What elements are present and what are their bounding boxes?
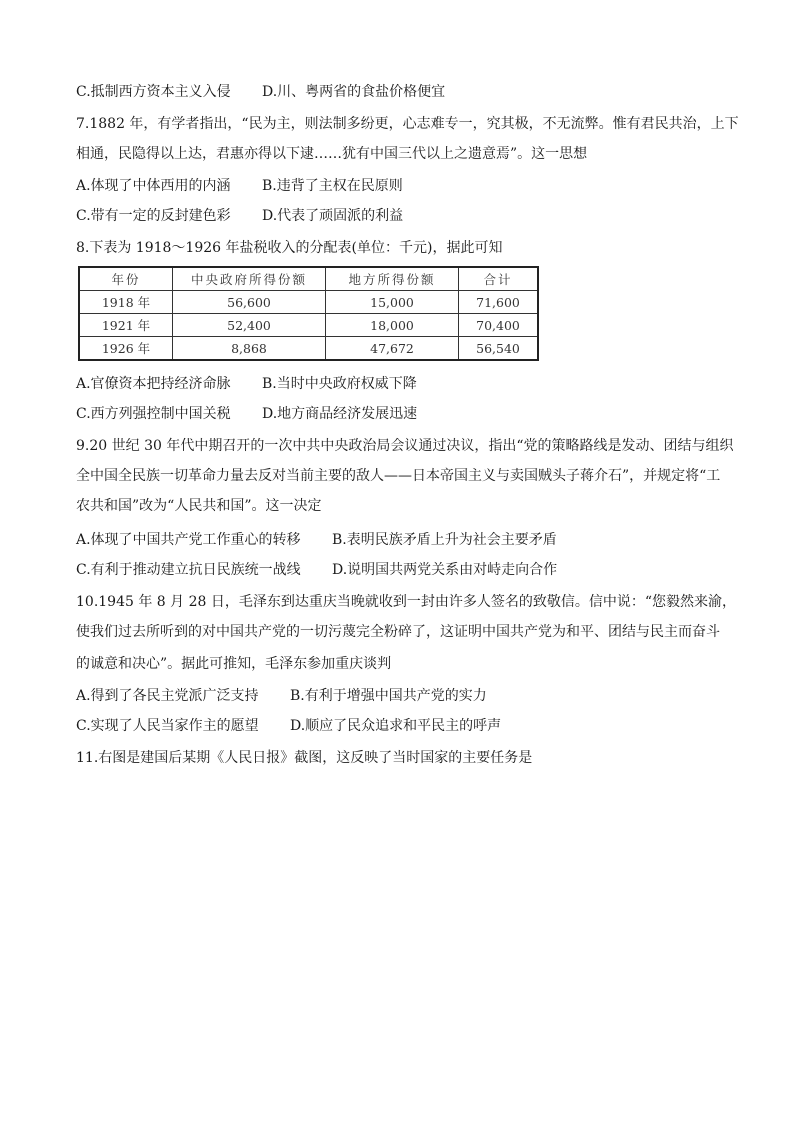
- q9-stem-line-1: 9.20 世纪 30 年代中期召开的一次中共中央政治局会议通过决议，指出“党的策略路线是发动、团结与组织: [76, 438, 734, 454]
- table-header-year: 年份: [79, 267, 173, 291]
- table-row: [79, 314, 538, 337]
- q6-option-c: C.抵制西方资本主义入侵: [76, 84, 231, 100]
- q7-option-d: D.代表了顽固派的利益: [262, 208, 404, 224]
- q8-option-a: A.官僚资本把持经济命脉: [76, 376, 231, 392]
- q10-option-a: A.得到了各民主党派广泛支持: [76, 688, 259, 704]
- table-row: [79, 291, 538, 314]
- q9-option-c: C.有利于推动建立抗日民族统一战线: [76, 562, 301, 578]
- q10-stem-line-1: 10.1945 年 8 月 28 日，毛泽东到达重庆当晚就收到一封由许多人签名的致敬信。信中说：“您毅然来渝，: [76, 594, 737, 610]
- q10-option-b: B.有利于增强中国共产党的实力: [290, 688, 487, 704]
- q7-stem-line-2: 相通，民隐得以上达，君惠亦得以下逮……犹有中国三代以上之遗意焉”。这一思想: [76, 146, 588, 162]
- table-row: [79, 337, 538, 361]
- salt-tax-table: [78, 266, 539, 361]
- table-cell-total: 71,600: [459, 291, 539, 314]
- q10-stem-line-2: 使我们过去所听到的对中国共产党的一切污蔑完全粉碎了，这证明中国共产党为和平、团结与民主而奋斗: [76, 624, 720, 640]
- q7-option-b: B.违背了主权在民原则: [262, 178, 403, 194]
- table-cell-year: 1918 年: [79, 291, 173, 314]
- q6-option-d: D.川、粤两省的食盐价格便宜: [262, 84, 446, 100]
- q8-option-c: C.西方列强控制中国关税: [76, 406, 231, 422]
- q9-stem-line-2: 全中国全民族一切革命力量去反对当前主要的敌人——日本帝国主义与卖国贼头子蒋介石”，并规定将“工: [76, 468, 721, 484]
- table-cell-total: 70,400: [459, 314, 539, 337]
- q7-stem-line-1: 7.1882 年，有学者指出，“民为主，则法制多纷更，心志难专一，究其极，不无流弊。惟有君民共治，上下: [76, 116, 739, 132]
- q10-option-d: D.顺应了民众追求和平民主的呼声: [290, 718, 502, 734]
- q10-option-c: C.实现了人民当家作主的愿望: [76, 718, 259, 734]
- q9-option-a: A.体现了中国共产党工作重心的转移: [76, 532, 301, 548]
- table-cell-year: 1921 年: [79, 314, 173, 337]
- table-cell-year: 1926 年: [79, 337, 173, 361]
- q7-option-a: A.体现了中体西用的内涵: [76, 178, 231, 194]
- table-cell-central: 52,400: [173, 314, 326, 337]
- q10-stem-line-3: 的诚意和决心”。据此可推知，毛泽东参加重庆谈判: [76, 656, 392, 672]
- q9-option-b: B.表明民族矛盾上升为社会主要矛盾: [332, 532, 557, 548]
- table-cell-local: 47,672: [326, 337, 459, 361]
- table-header-central: 中央政府所得份额: [173, 267, 326, 291]
- table-cell-local: 15,000: [326, 291, 459, 314]
- table-cell-total: 56,540: [459, 337, 539, 361]
- table-cell-central: 8,868: [173, 337, 326, 361]
- q8-stem: 8.下表为 1918～1926 年盐税收入的分配表(单位：千元)，据此可知: [76, 240, 503, 256]
- q9-option-d: D.说明国共两党关系由对峙走向合作: [332, 562, 558, 578]
- table-header-total: 合计: [459, 267, 539, 291]
- q8-option-d: D.地方商品经济发展迅速: [262, 406, 418, 422]
- q7-option-c: C.带有一定的反封建色彩: [76, 208, 231, 224]
- q11-stem: 11.右图是建国后某期《人民日报》截图，这反映了当时国家的主要任务是: [76, 750, 533, 766]
- table-cell-central: 56,600: [173, 291, 326, 314]
- table-header-local: 地方所得份额: [326, 267, 459, 291]
- table-header-row: [79, 267, 538, 291]
- q9-stem-line-3: 农共和国”改为“人民共和国”。这一决定: [76, 498, 322, 514]
- q8-option-b: B.当时中央政府权威下降: [262, 376, 417, 392]
- table-cell-local: 18,000: [326, 314, 459, 337]
